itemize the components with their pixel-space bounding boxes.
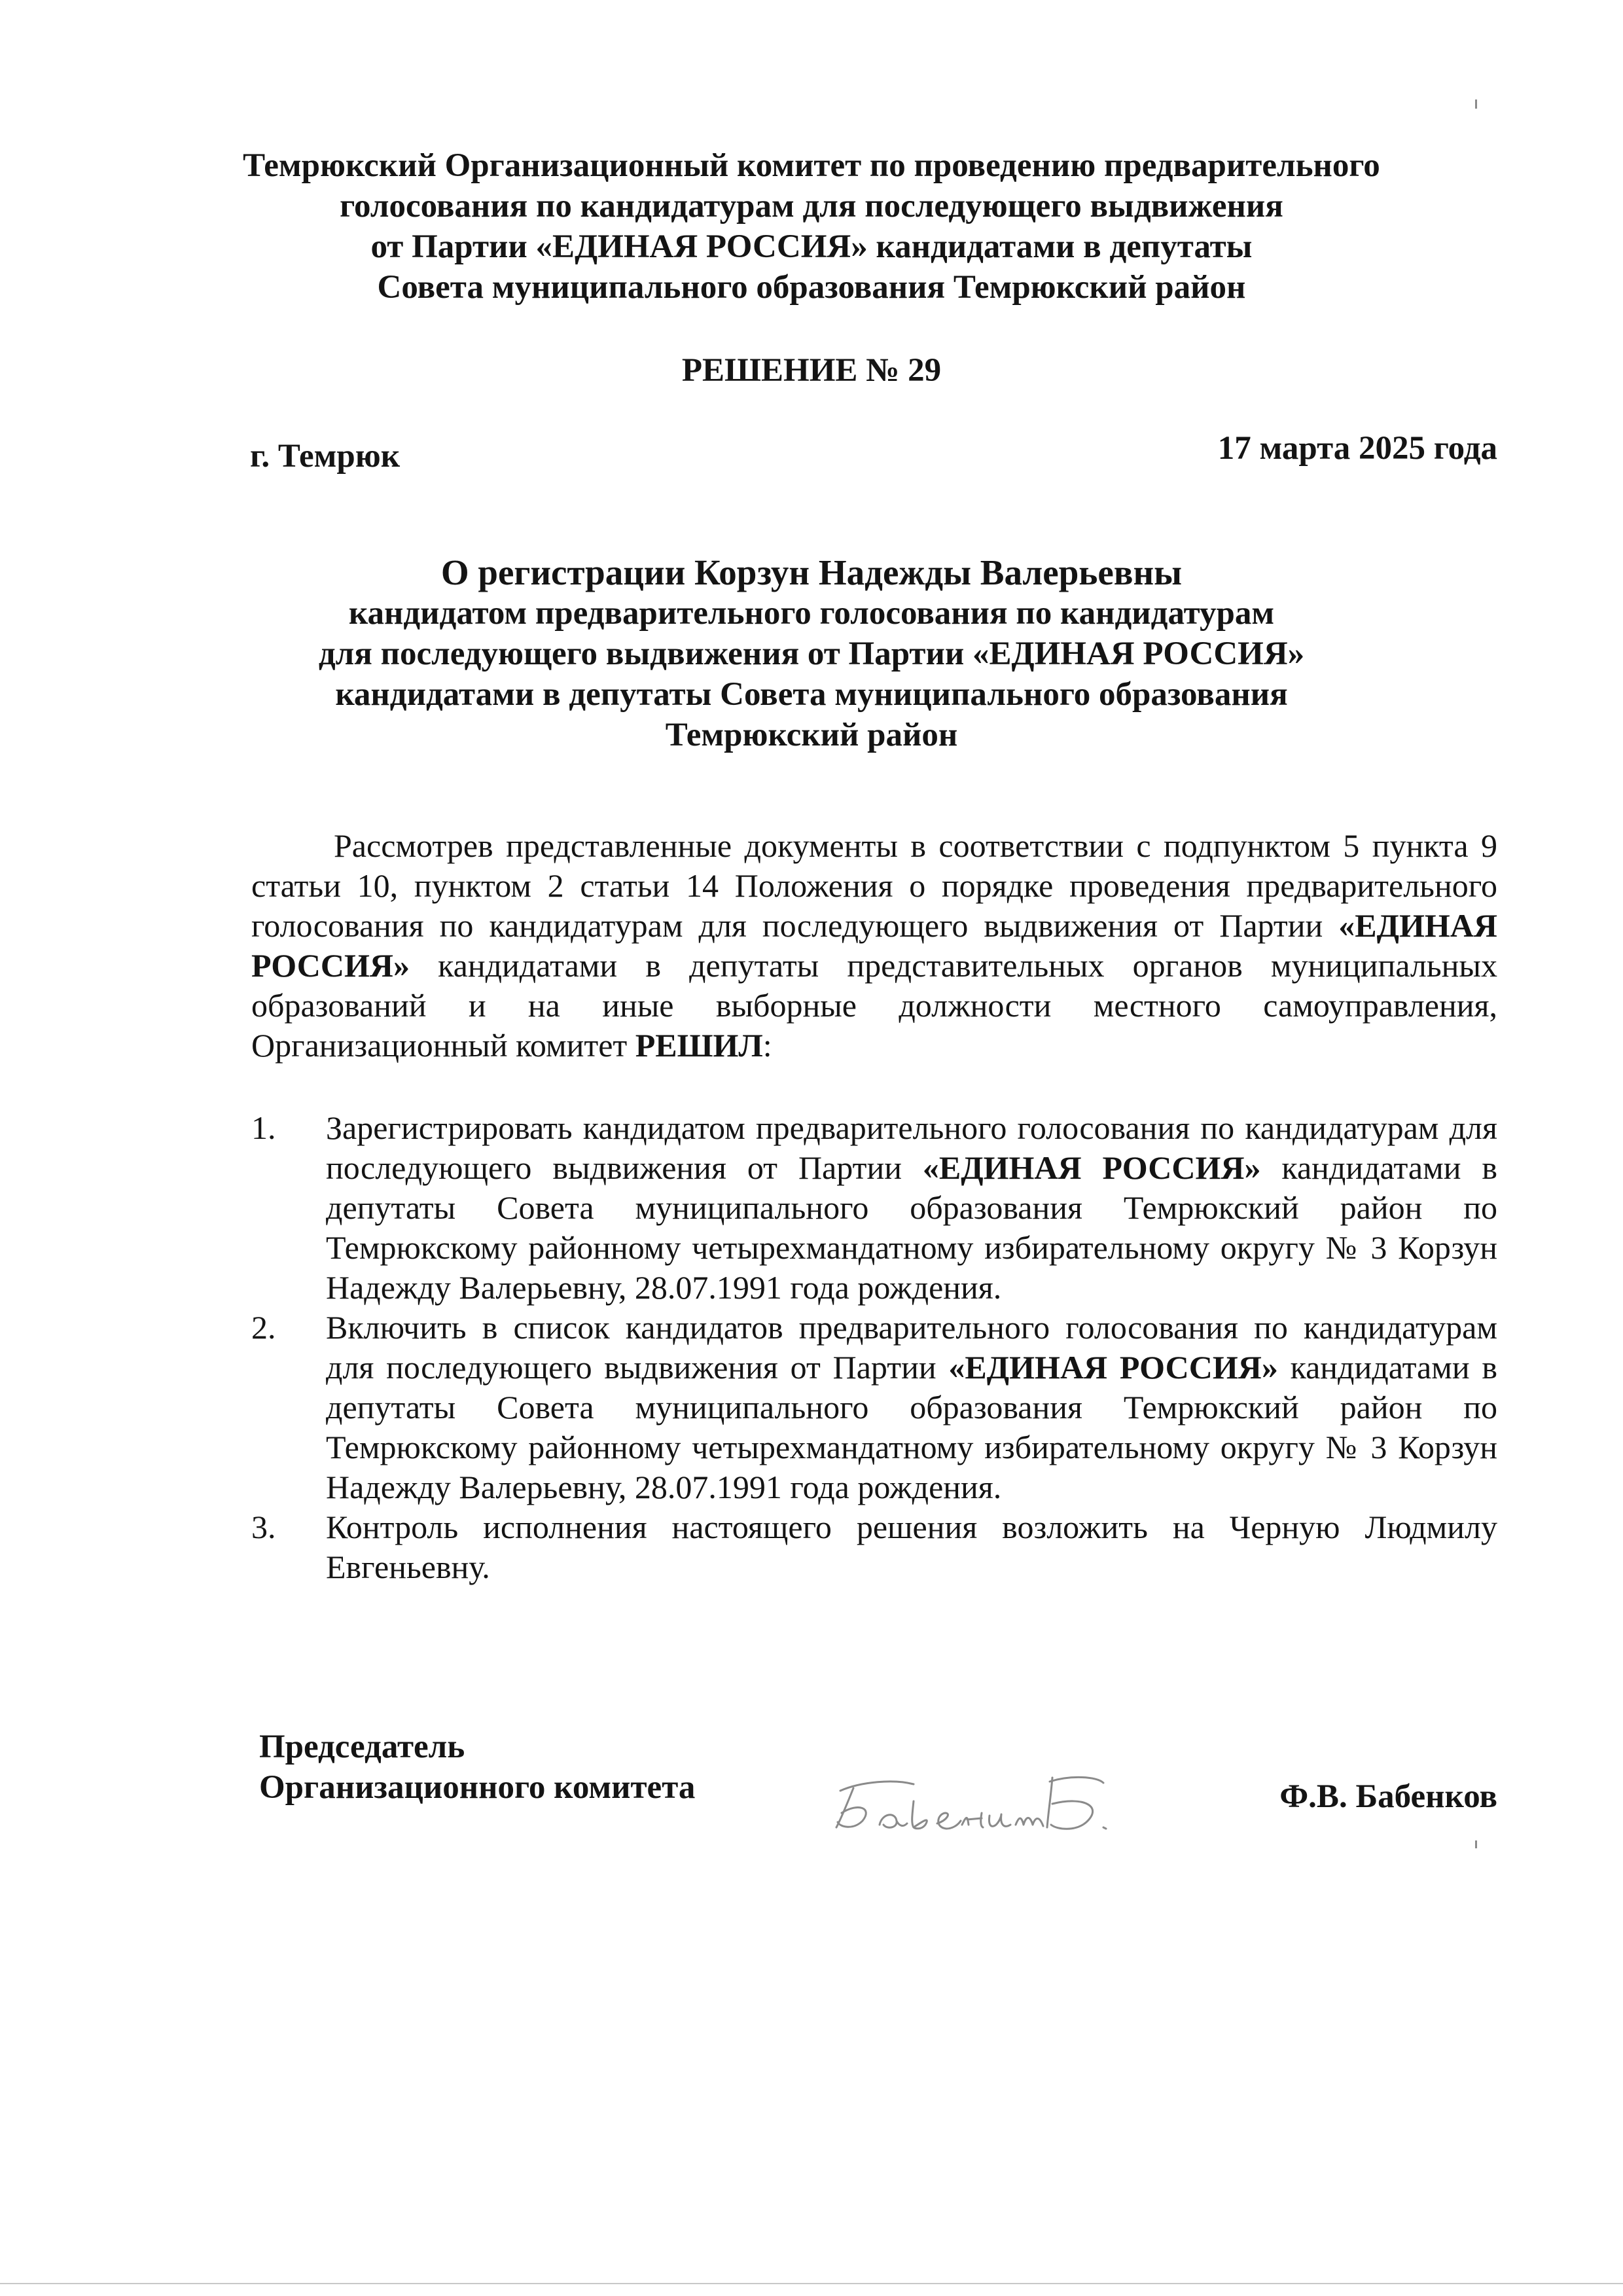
signatory-name: Ф.В. Бабенков [1279,1778,1497,1815]
subject-line: О регистрации Корзун Надежды Валерьевны [440,552,1183,592]
item-text: Зарегистрировать кандидатом предварительного голосования по кандидатурам для последующего выдвижения от Партии [326,1109,1497,1186]
party-name: «ЕДИНАЯ РОССИЯ» [251,907,1497,984]
decision-date: 17 марта 2025 года [1217,430,1497,467]
header-line: голосования по кандидатурам для последующего выдвижения [340,188,1283,224]
scan-artifact [1475,99,1477,109]
subject-line: кандидатом предварительного голосования по кандидатурам [348,595,1275,632]
item-text: кандидатами в депутаты Совета муниципального образования Темрюкский район по Темрюкскому районному четырехмандатному избирательному округу № 3 Корзун Надежду Валерьевну, 28.07.1991 года рождения. [326,1149,1498,1306]
decision-number: РЕШЕНИЕ № 29 [681,352,942,389]
intro-text: Рассмотрев представленные документы в соответствии с подпунктом 5 пункта 9 статьи 10, пунктом 2 статьи 14 Положения о порядке проведения предварительного голосования по кандидатурам для последующего выдвижения от Партии [251,827,1497,944]
subject-line: кандидатами в депутаты Совета муниципального образования [335,676,1288,713]
item-number: 2. [251,1309,276,1346]
scan-artifact [1475,1840,1477,1848]
party-name: «ЕДИНАЯ РОССИЯ» [948,1349,1278,1386]
intro-text: кандидатами в депутаты представительных органов муниципальных образований и на иные выборные должности местного самоуправления, Организационный комитет [251,947,1497,1064]
position-line: Организационного комитета [259,1769,696,1806]
handwritten-signature [822,1762,1130,1847]
decision-item [251,1108,1497,1308]
item-number: 3. [251,1509,276,1545]
header-line: от Партии «ЕДИНАЯ РОССИЯ» кандидатами в депутаты [370,228,1253,265]
scan-edge-line [0,2283,1623,2284]
party-name: «ЕДИНАЯ РОССИЯ» [922,1149,1261,1186]
header-line: Темрюкский Организационный комитет по проведению предварительного [243,147,1380,184]
subject-line: Темрюкский район [665,717,958,753]
decision-item [251,1507,1497,1587]
item-text: Контроль исполнения настоящего решения возложить на Черную Людмилу Евгеньевну. [326,1509,1497,1585]
decided-word: РЕШИЛ [635,1027,763,1064]
position-line: Председатель [259,1729,465,1765]
signatory-position [259,1727,695,1808]
item-number: 1. [251,1109,276,1146]
document-header [196,145,1427,308]
decision-items [251,1108,1497,1587]
item-text: Включить в список кандидатов предварительного голосования по кандидатурам для последующего выдвижения от Партии [326,1309,1497,1386]
subject-line: для последующего выдвижения от Партии «ЕДИНАЯ РОССИЯ» [318,636,1305,672]
decision-item [251,1308,1497,1507]
intro-paragraph [251,826,1497,1066]
header-line: Совета муниципального образования Темрюкский район [377,269,1246,306]
decision-city: г. Темрюк [250,438,401,475]
decision-subject [196,552,1427,755]
intro-text: : [762,1027,772,1064]
item-text: кандидатами в депутаты Совета муниципального образования Темрюкский район по Темрюкскому районному четырехмандатному избирательному округу № 3 Корзун Надежду Валерьевну, 28.07.1991 года рождения. [326,1349,1498,1505]
